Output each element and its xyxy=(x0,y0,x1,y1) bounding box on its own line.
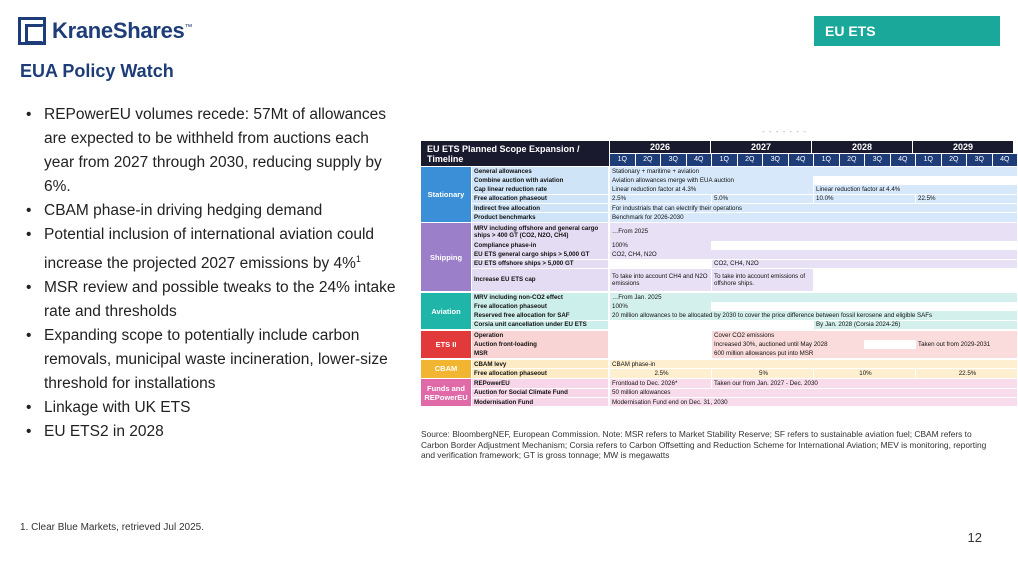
quarter-header xyxy=(610,154,1018,166)
timeline-bar: Frontload to Dec. 2026* xyxy=(610,379,711,388)
timeline-bar: CO2, CH4, N2O xyxy=(610,250,1017,259)
year-cell: 2028 xyxy=(812,141,912,153)
brand-logo xyxy=(18,17,192,45)
row-label: EU ETS offshore ships > 5,000 GT xyxy=(472,260,608,269)
quarter-cell: 1Q xyxy=(712,154,737,166)
row-label: Cap linear reduction rate xyxy=(472,185,608,194)
brand-logo-icon xyxy=(18,17,46,45)
row-label: Modernisation Fund xyxy=(472,398,608,407)
section-label: Funds and REPowerEU xyxy=(421,379,471,406)
quarter-cell: 3Q xyxy=(967,154,992,166)
bullet-item: • EU ETS2 in 2028 xyxy=(26,420,398,444)
source-note: Source: BloombergNEF, European Commission. Note: MSR refers to Market Stability Reserve; SF refers to sustainable aviation fuel; CBAM refers to Carbon Border Adjustment Mechanism; Corsia refers to Carbon Offsetting and Reduction Scheme for International Aviation; MEV is monitoring, reporting and verification framework; GT is gross tonnage; MW is megawatts xyxy=(421,429,987,461)
timeline-table xyxy=(421,141,1010,427)
page-title: EUA Policy Watch xyxy=(20,61,174,81)
row-label: Corsia unit cancellation under EU ETS xyxy=(472,321,608,330)
timeline-bar: CO2, CH4, N2O xyxy=(712,260,1017,269)
timeline-bar: 22.5% xyxy=(916,369,1017,378)
quarter-cell: 1Q xyxy=(610,154,635,166)
quarter-cell: 3Q xyxy=(661,154,686,166)
quarter-cell: 2Q xyxy=(738,154,763,166)
section-label: Shipping xyxy=(421,223,471,291)
timeline-bar: Linear reduction factor at 4.4% xyxy=(814,185,1017,194)
row-label: Auction front-loading xyxy=(472,340,608,349)
timeline-bar: Taken out from 2029-2031 xyxy=(916,340,1017,349)
row-label: CBAM levy xyxy=(472,360,608,369)
timeline-bar: 2.5% xyxy=(610,369,711,378)
section-label: CBAM xyxy=(421,360,471,378)
footnote: 1. Clear Blue Markets, retrieved Jul 2025. xyxy=(20,522,204,533)
timeline-bar: 2.5% xyxy=(610,195,711,204)
timeline-bar: 5% xyxy=(712,369,813,378)
timeline-bar: 20 million allowances to be allocated by 2030 to cover the price difference between fossil kerosene and eligible SAFs xyxy=(610,311,1017,320)
timeline-bar: 50 million allowances xyxy=(610,389,1017,398)
bullet-item: • Linkage with UK ETS xyxy=(26,396,398,420)
page-number: 12 xyxy=(967,530,982,545)
section-tag: EU ETS xyxy=(814,16,1000,46)
row-label: MSR xyxy=(472,349,608,358)
year-cell: 2027 xyxy=(711,141,811,153)
quarter-cell: 4Q xyxy=(789,154,814,166)
year-cell: 2026 xyxy=(610,141,710,153)
timeline-bar: …From Jan. 2025 xyxy=(610,293,1017,302)
row-label: Increase EU ETS cap xyxy=(472,269,608,291)
quarter-cell: 1Q xyxy=(916,154,941,166)
row-label: Compliance phase-in xyxy=(472,241,608,250)
timeline-bar: Linear reduction factor at 4.3% xyxy=(610,185,813,194)
timeline-bar: Stationary + maritime + aviation xyxy=(610,167,1017,176)
timeline-bar: 600 million allowances put into MSR xyxy=(712,349,1017,358)
section-label: ETS II xyxy=(421,331,471,358)
quarter-cell: 4Q xyxy=(993,154,1018,166)
row-label: Free allocation phaseout xyxy=(472,302,608,311)
bullet-item: • CBAM phase-in driving hedging demand xyxy=(26,199,398,223)
row-label: Reserved free allocation for SAF xyxy=(472,311,608,320)
timeline-bar: 22.5% xyxy=(916,195,1017,204)
timeline-bar: Cover CO2 emissions xyxy=(712,331,1017,340)
section-label: Aviation xyxy=(421,293,471,329)
timeline-title: EU ETS Planned Scope Expansion / Timeline xyxy=(421,141,609,166)
quarter-cell: 2Q xyxy=(840,154,865,166)
row-label: MRV including offshore and general cargo ships > 400 GT (CO2, N2O, CH4) xyxy=(472,223,608,240)
quarter-cell: 2Q xyxy=(942,154,967,166)
row-label: MRV including non-CO2 effect xyxy=(472,293,608,302)
quarter-cell: 4Q xyxy=(687,154,712,166)
row-label: Free allocation phaseout xyxy=(472,195,608,204)
timeline-bar: To take into account emissions of offshore ships. xyxy=(712,269,813,291)
row-label: EU ETS general cargo ships > 5,000 GT xyxy=(472,250,608,259)
timeline-bar: By Jan. 2028 (Corsia 2024-26) xyxy=(814,321,1017,330)
row-label: General allowances xyxy=(472,167,608,176)
timeline-bar: CBAM phase-in xyxy=(610,360,1017,369)
quarter-cell: 4Q xyxy=(891,154,916,166)
row-label: Combine auction with aviation xyxy=(472,176,608,185)
bullet-item: • Expanding scope to potentially include carbon removals, municipal waste incineration, lower-size threshold for installations xyxy=(26,324,398,396)
row-label: Auction for Social Climate Fund xyxy=(472,389,608,398)
timeline-bar: Increased 30%, auctioned until May 2028 xyxy=(712,340,864,349)
row-label: Product benchmarks xyxy=(472,213,608,222)
year-cell: 2029 xyxy=(913,141,1013,153)
row-label: Operation xyxy=(472,331,608,340)
timeline-bar: Aviation allowances merge with EUA auction xyxy=(610,176,813,185)
bullet-item: • REPowerEU volumes recede: 57Mt of allowances are expected to be withheld from auctions each year from 2027 through 2030, reducing supply by 6%. xyxy=(26,103,398,199)
timeline-bar: 10.0% xyxy=(814,195,915,204)
row-label: Indirect free allocation xyxy=(472,204,608,213)
year-header xyxy=(610,141,1014,153)
section-label: Stationary xyxy=(421,167,471,222)
brand-name: KraneShares™ xyxy=(52,18,193,43)
quarter-cell: 3Q xyxy=(763,154,788,166)
timeline-bar: To take into account CH4 and N2O emissions xyxy=(610,269,711,291)
timeline-bar: Taken our from Jan. 2027 - Dec. 2030 xyxy=(712,379,1017,388)
timeline-bar: 100% xyxy=(610,302,711,311)
row-label: REPowerEU xyxy=(472,379,608,388)
timeline-bar: Benchmark for 2026-2030 xyxy=(610,213,1017,222)
timeline-bar: Modernisation Fund end on Dec. 31, 2030 xyxy=(610,398,1017,407)
quarter-cell: 2Q xyxy=(636,154,661,166)
row-label: Free allocation phaseout xyxy=(472,369,608,378)
bullet-item: • Potential inclusion of international aviation could increase the projected 2027 emissions by 4%$^1$ xyxy=(26,223,398,276)
decorative-dashes: - - - - - - - xyxy=(762,127,807,136)
timeline-bar: 10% xyxy=(814,369,915,378)
timeline-bar: 5.0% xyxy=(712,195,813,204)
bullet-item: • MSR review and possible tweaks to the 24% intake rate and thresholds xyxy=(26,276,398,324)
quarter-cell: 3Q xyxy=(865,154,890,166)
timeline-bar: …From 2025 xyxy=(610,223,1017,240)
timeline-bar: 100% xyxy=(610,241,711,250)
timeline-bar: For industrials that can electrify their operations xyxy=(610,204,1017,213)
bullet-list xyxy=(26,103,398,444)
quarter-cell: 1Q xyxy=(814,154,839,166)
